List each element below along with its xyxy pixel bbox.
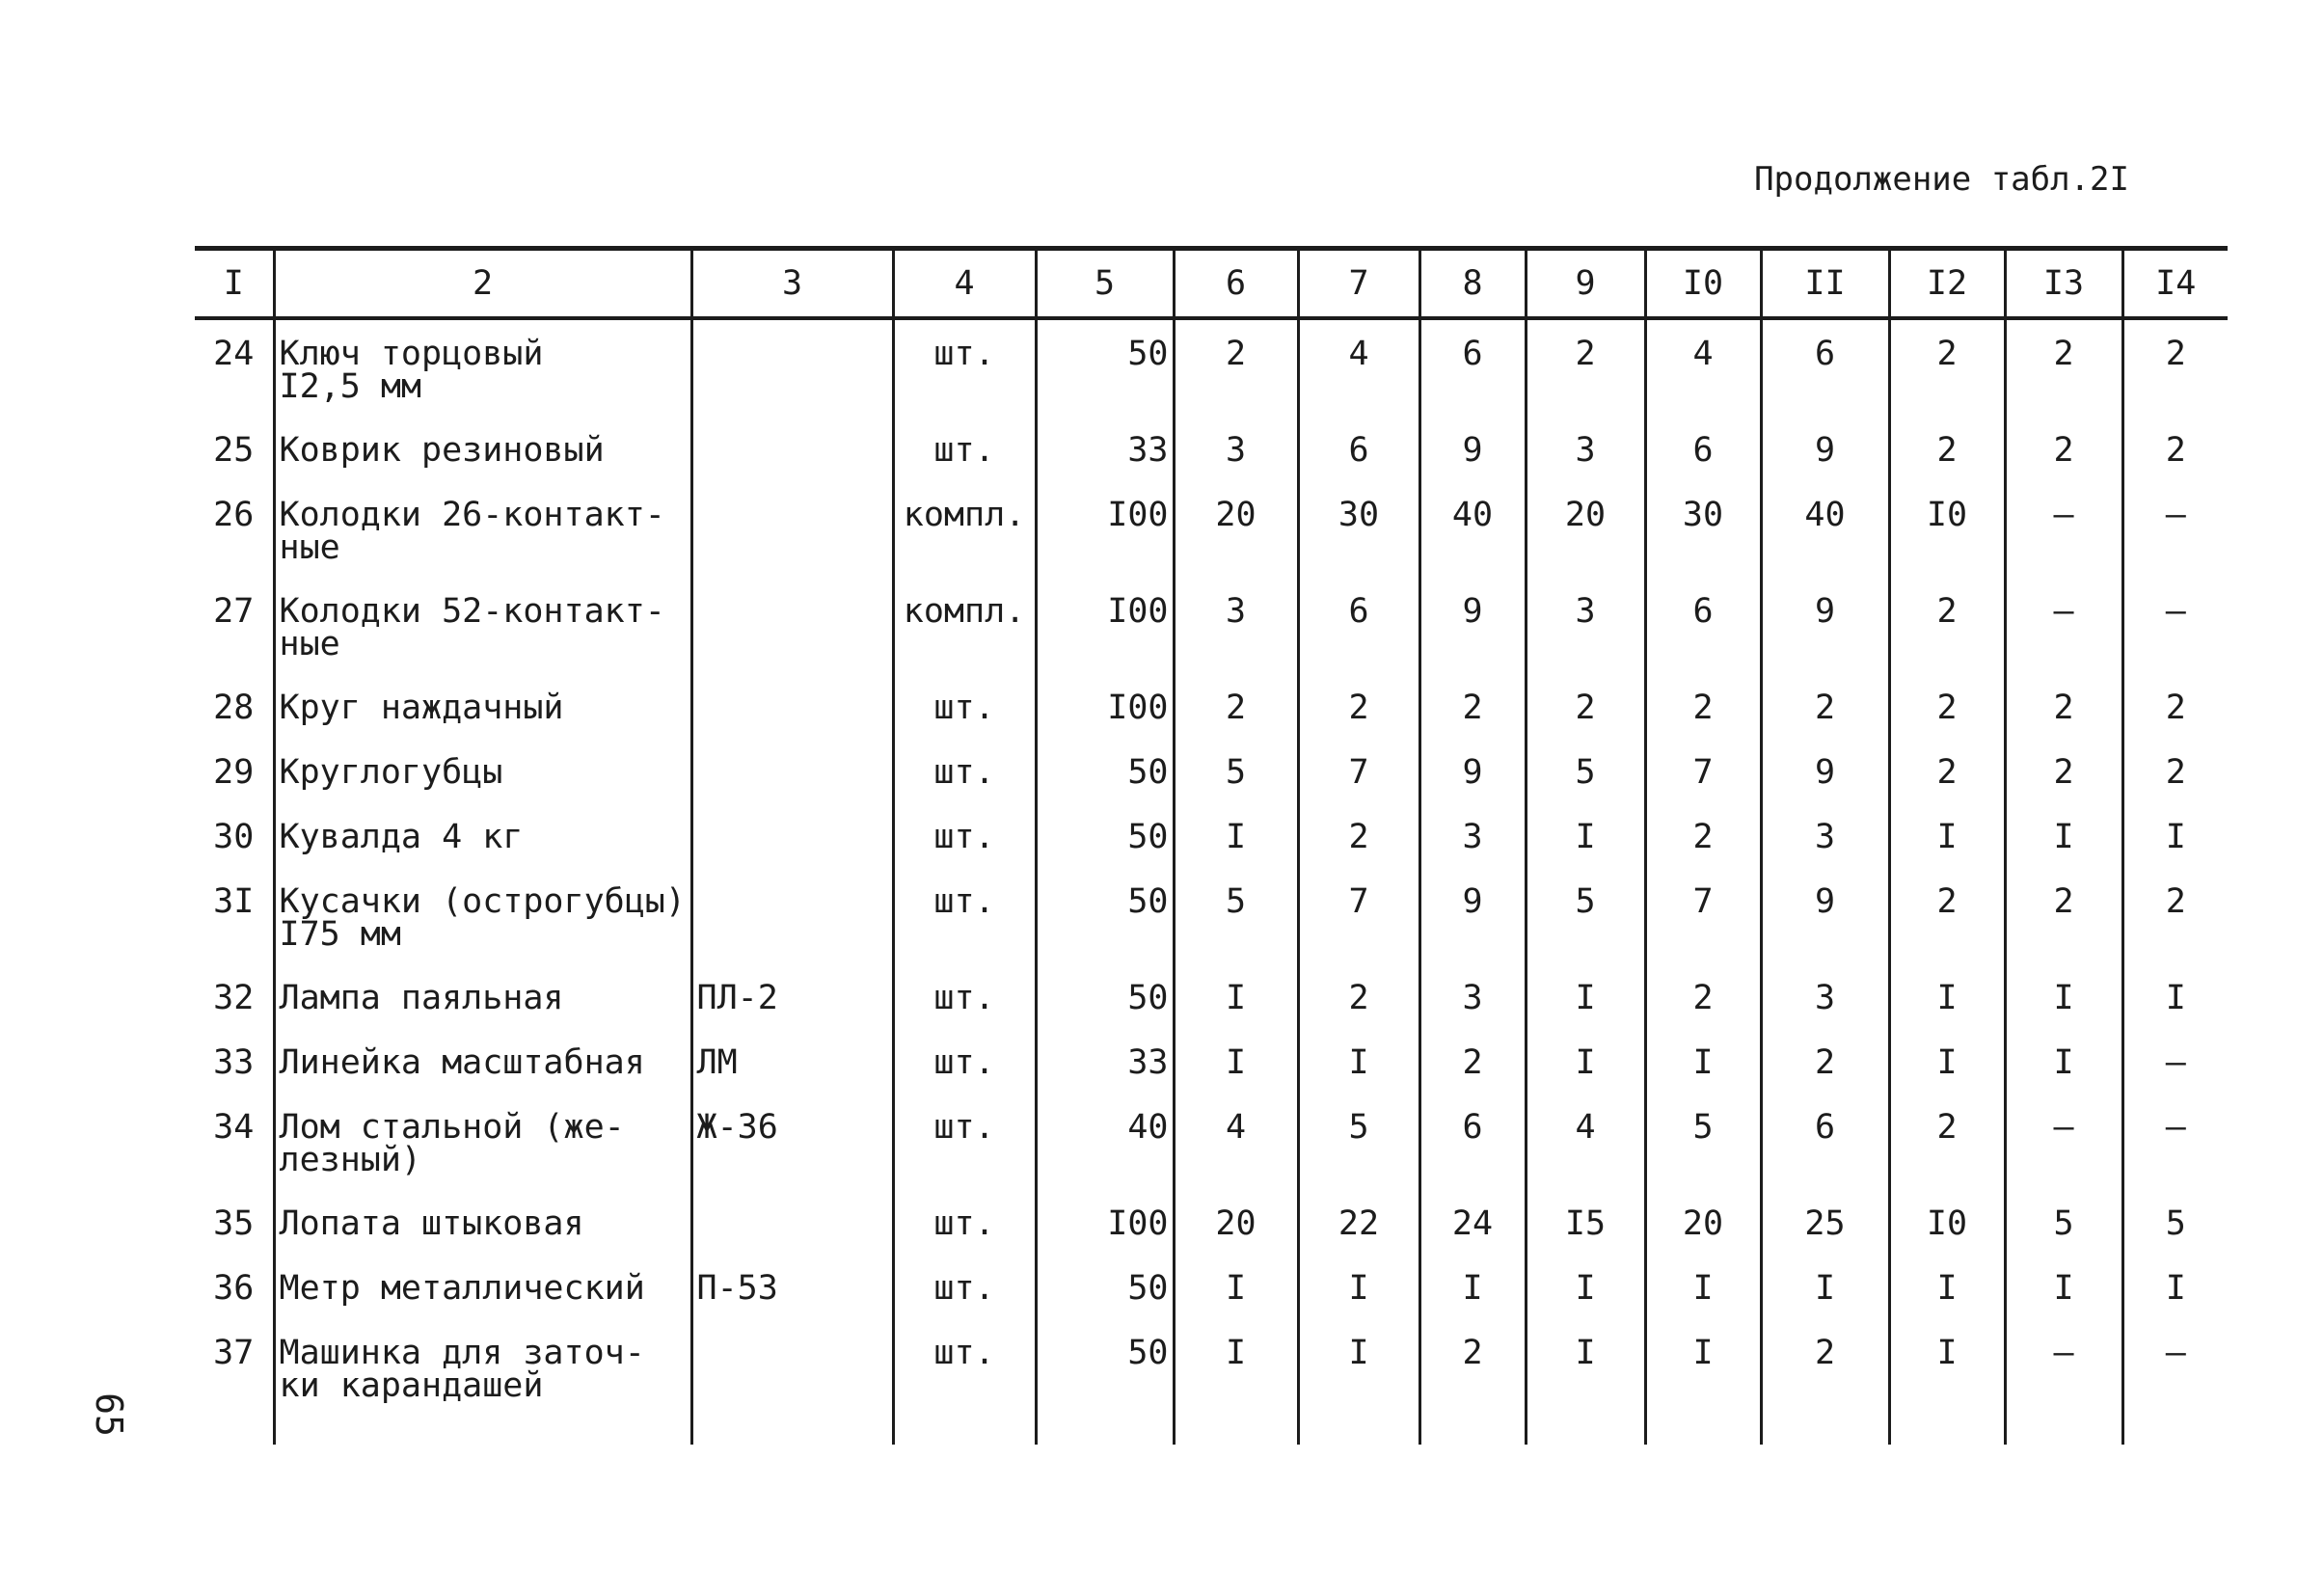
item-type: ПЛ-2 xyxy=(691,964,893,1029)
item-qty: I xyxy=(1889,1319,2005,1445)
item-number: 26 xyxy=(213,496,255,534)
item-qty: I xyxy=(2122,964,2228,1029)
item-norm: 50 xyxy=(1036,318,1174,417)
item-qty: 2 xyxy=(1889,674,2005,739)
column-header: 8 xyxy=(1419,249,1526,319)
item-qty: – xyxy=(2122,1094,2228,1190)
table-row xyxy=(195,964,2228,1029)
item-norm: 33 xyxy=(1036,1029,1174,1094)
table-row xyxy=(195,1319,2228,1445)
item-unit: шт. xyxy=(893,1319,1036,1445)
item-qty: 20 xyxy=(1174,481,1298,578)
item-name: Лопата штыковая xyxy=(274,1190,691,1255)
item-number: 37 xyxy=(213,1334,255,1372)
item-qty: I xyxy=(2005,1255,2122,1319)
item-qty: 3 xyxy=(1419,803,1526,868)
item-name: Ключ торцовый I2,5 мм xyxy=(274,318,691,417)
column-header: 4 xyxy=(893,249,1036,319)
item-name: Колодки 26-контакт- ные xyxy=(274,481,691,578)
item-qty: I0 xyxy=(1889,1190,2005,1255)
item-qty: – xyxy=(2005,1319,2122,1445)
item-qty: 4 xyxy=(1526,1094,1645,1190)
item-qty: I xyxy=(2005,964,2122,1029)
item-number: 32 xyxy=(213,979,255,1017)
item-unit: шт. xyxy=(893,803,1036,868)
item-qty: 30 xyxy=(1298,481,1419,578)
item-name: Машинка для заточ- ки карандашей xyxy=(274,1319,691,1445)
item-name: Кусачки (острогубцы) I75 мм xyxy=(274,868,691,964)
item-qty: 2 xyxy=(1889,318,2005,417)
item-qty: 2 xyxy=(1419,1319,1526,1445)
column-header: I2 xyxy=(1889,249,2005,319)
item-type xyxy=(691,868,893,964)
item-qty: 40 xyxy=(1761,481,1889,578)
item-qty: I xyxy=(1645,1029,1761,1094)
table-row xyxy=(195,803,2228,868)
item-qty: 9 xyxy=(1761,739,1889,803)
item-type: Ж-36 xyxy=(691,1094,893,1190)
item-unit: шт. xyxy=(893,964,1036,1029)
item-qty: I xyxy=(1889,1029,2005,1094)
item-qty: 2 xyxy=(1645,803,1761,868)
item-qty: 3 xyxy=(1419,964,1526,1029)
item-qty: 2 xyxy=(2122,417,2228,481)
item-qty: 2 xyxy=(1526,674,1645,739)
item-norm: I00 xyxy=(1036,674,1174,739)
item-qty: 6 xyxy=(1419,1094,1526,1190)
item-qty: 2 xyxy=(2122,674,2228,739)
item-unit: компл. xyxy=(893,481,1036,578)
item-qty: I xyxy=(1645,1255,1761,1319)
item-qty: 2 xyxy=(2005,318,2122,417)
table-row xyxy=(195,739,2228,803)
item-qty: 9 xyxy=(1419,739,1526,803)
item-qty: I xyxy=(1174,803,1298,868)
data-table xyxy=(195,246,2228,1445)
item-qty: 9 xyxy=(1761,868,1889,964)
item-name: Коврик резиновый xyxy=(274,417,691,481)
item-unit: компл. xyxy=(893,578,1036,674)
item-name: Лампа паяльная xyxy=(274,964,691,1029)
item-qty: 2 xyxy=(1298,674,1419,739)
item-name: Метр металлический xyxy=(274,1255,691,1319)
item-qty: 6 xyxy=(1419,318,1526,417)
item-qty: I xyxy=(1889,964,2005,1029)
item-qty: 25 xyxy=(1761,1190,1889,1255)
item-unit: шт. xyxy=(893,674,1036,739)
item-qty: 2 xyxy=(1645,674,1761,739)
item-qty: 2 xyxy=(1889,578,2005,674)
item-qty: 2 xyxy=(1761,674,1889,739)
item-qty: 9 xyxy=(1419,417,1526,481)
item-qty: 2 xyxy=(1761,1029,1889,1094)
item-qty: 5 xyxy=(2122,1190,2228,1255)
item-number: 29 xyxy=(213,753,255,792)
item-name: Круглогубцы xyxy=(274,739,691,803)
item-qty: – xyxy=(2122,1029,2228,1094)
item-qty: 2 xyxy=(1889,417,2005,481)
item-norm: 50 xyxy=(1036,868,1174,964)
item-qty: I xyxy=(1761,1255,1889,1319)
item-qty: 2 xyxy=(1645,964,1761,1029)
item-qty: 2 xyxy=(2122,318,2228,417)
item-norm: 50 xyxy=(1036,739,1174,803)
column-header: 7 xyxy=(1298,249,1419,319)
item-qty: 6 xyxy=(1761,1094,1889,1190)
table-row xyxy=(195,578,2228,674)
item-qty: 5 xyxy=(1174,739,1298,803)
item-unit: шт. xyxy=(893,1255,1036,1319)
item-qty: – xyxy=(2122,1319,2228,1445)
item-qty: 2 xyxy=(2005,868,2122,964)
item-qty: 7 xyxy=(1298,739,1419,803)
item-qty: 6 xyxy=(1761,318,1889,417)
item-name: Колодки 52-контакт- ные xyxy=(274,578,691,674)
item-qty: 7 xyxy=(1645,739,1761,803)
column-header: 5 xyxy=(1036,249,1174,319)
column-header: 6 xyxy=(1174,249,1298,319)
item-qty: I xyxy=(2122,803,2228,868)
item-unit: шт. xyxy=(893,417,1036,481)
item-unit: шт. xyxy=(893,868,1036,964)
item-type xyxy=(691,1190,893,1255)
item-qty: 2 xyxy=(1174,318,1298,417)
item-qty: 2 xyxy=(2122,868,2228,964)
item-qty: 3 xyxy=(1761,964,1889,1029)
item-qty: 6 xyxy=(1645,578,1761,674)
table-row xyxy=(195,1190,2228,1255)
item-qty: 2 xyxy=(2122,739,2228,803)
item-unit: шт. xyxy=(893,1094,1036,1190)
item-norm: 50 xyxy=(1036,803,1174,868)
item-qty: 2 xyxy=(2005,417,2122,481)
table-row xyxy=(195,1255,2228,1319)
item-qty: 2 xyxy=(1419,1029,1526,1094)
item-qty: 2 xyxy=(1174,674,1298,739)
item-qty: 4 xyxy=(1298,318,1419,417)
item-qty: 9 xyxy=(1419,578,1526,674)
column-header: 2 xyxy=(274,249,691,319)
item-number: 36 xyxy=(213,1269,255,1308)
item-number: 24 xyxy=(213,335,255,373)
item-qty: I xyxy=(1298,1319,1419,1445)
item-unit: шт. xyxy=(893,1190,1036,1255)
item-type xyxy=(691,803,893,868)
item-qty: I xyxy=(1645,1319,1761,1445)
table-row xyxy=(195,481,2228,578)
item-qty: 2 xyxy=(2005,739,2122,803)
table-row xyxy=(195,1029,2228,1094)
item-qty: – xyxy=(2122,481,2228,578)
item-qty: 3 xyxy=(1526,578,1645,674)
item-qty: 5 xyxy=(1645,1094,1761,1190)
item-number: 27 xyxy=(213,592,255,631)
item-qty: I0 xyxy=(1889,481,2005,578)
column-header: I4 xyxy=(2122,249,2228,319)
item-qty: I xyxy=(1526,1255,1645,1319)
item-qty: 6 xyxy=(1298,578,1419,674)
item-norm: 50 xyxy=(1036,1319,1174,1445)
item-qty: I xyxy=(1526,964,1645,1029)
item-number: 33 xyxy=(213,1043,255,1082)
item-qty: 2 xyxy=(1889,739,2005,803)
item-qty: – xyxy=(2005,481,2122,578)
item-qty: 2 xyxy=(1419,674,1526,739)
item-type xyxy=(691,417,893,481)
item-qty: I xyxy=(2005,803,2122,868)
item-qty: 22 xyxy=(1298,1190,1419,1255)
table-row xyxy=(195,417,2228,481)
table-row xyxy=(195,674,2228,739)
item-qty: 2 xyxy=(1298,964,1419,1029)
item-name: Круг наждачный xyxy=(274,674,691,739)
item-qty: 20 xyxy=(1174,1190,1298,1255)
item-qty: 24 xyxy=(1419,1190,1526,1255)
item-norm: I00 xyxy=(1036,578,1174,674)
item-norm: I00 xyxy=(1036,481,1174,578)
item-norm: 50 xyxy=(1036,1255,1174,1319)
item-qty: – xyxy=(2122,578,2228,674)
item-qty: 2 xyxy=(1526,318,1645,417)
item-qty: 2 xyxy=(1298,803,1419,868)
item-qty: 3 xyxy=(1174,578,1298,674)
item-type xyxy=(691,578,893,674)
item-qty: 3 xyxy=(1174,417,1298,481)
page-number: 65 xyxy=(87,1392,130,1437)
column-header: I xyxy=(195,249,274,319)
item-type: ЛМ xyxy=(691,1029,893,1094)
item-qty: I xyxy=(1419,1255,1526,1319)
item-number: 35 xyxy=(213,1204,255,1243)
item-norm: 50 xyxy=(1036,964,1174,1029)
item-qty: 7 xyxy=(1298,868,1419,964)
item-qty: 2 xyxy=(1889,868,2005,964)
item-qty: 4 xyxy=(1174,1094,1298,1190)
item-type xyxy=(691,739,893,803)
item-qty: 9 xyxy=(1761,417,1889,481)
item-number: 30 xyxy=(213,818,255,856)
item-qty: 6 xyxy=(1298,417,1419,481)
table-row xyxy=(195,318,2228,417)
item-qty: I xyxy=(2122,1255,2228,1319)
column-header: 9 xyxy=(1526,249,1645,319)
item-type: П-53 xyxy=(691,1255,893,1319)
item-type xyxy=(691,674,893,739)
item-qty: 5 xyxy=(2005,1190,2122,1255)
table-row xyxy=(195,868,2228,964)
item-number: 34 xyxy=(213,1108,255,1147)
item-qty: – xyxy=(2005,1094,2122,1190)
item-qty: I xyxy=(1174,1029,1298,1094)
item-norm: 40 xyxy=(1036,1094,1174,1190)
item-type xyxy=(691,318,893,417)
item-qty: 2 xyxy=(1761,1319,1889,1445)
item-qty: I xyxy=(1526,1029,1645,1094)
item-qty: 20 xyxy=(1526,481,1645,578)
item-qty: I xyxy=(1298,1255,1419,1319)
item-unit: шт. xyxy=(893,1029,1036,1094)
table-row xyxy=(195,1094,2228,1190)
column-header: I0 xyxy=(1645,249,1761,319)
item-qty: 7 xyxy=(1645,868,1761,964)
item-name: Линейка масштабная xyxy=(274,1029,691,1094)
item-qty: I xyxy=(1889,803,2005,868)
item-name: Кувалда 4 кг xyxy=(274,803,691,868)
item-qty: 9 xyxy=(1761,578,1889,674)
item-qty: 9 xyxy=(1419,868,1526,964)
item-qty: I xyxy=(1174,964,1298,1029)
item-qty: 5 xyxy=(1174,868,1298,964)
item-qty: 5 xyxy=(1526,739,1645,803)
item-qty: 2 xyxy=(1889,1094,2005,1190)
item-number: 28 xyxy=(213,689,255,727)
item-number: 25 xyxy=(213,431,255,470)
item-number: 3I xyxy=(213,882,255,921)
item-qty: 20 xyxy=(1645,1190,1761,1255)
item-type xyxy=(691,481,893,578)
column-header: II xyxy=(1761,249,1889,319)
table-body xyxy=(195,318,2228,1445)
item-qty: 6 xyxy=(1645,417,1761,481)
item-qty: I xyxy=(1889,1255,2005,1319)
item-qty: 4 xyxy=(1645,318,1761,417)
item-name: Лом стальной (же- лезный) xyxy=(274,1094,691,1190)
item-type xyxy=(691,1319,893,1445)
item-qty: 30 xyxy=(1645,481,1761,578)
column-header: I3 xyxy=(2005,249,2122,319)
item-unit: шт. xyxy=(893,318,1036,417)
item-qty: 5 xyxy=(1526,868,1645,964)
item-qty: 3 xyxy=(1526,417,1645,481)
item-qty: I xyxy=(1174,1255,1298,1319)
item-qty: 2 xyxy=(2005,674,2122,739)
item-qty: I xyxy=(1526,803,1645,868)
header-row xyxy=(195,249,2228,319)
item-qty: I5 xyxy=(1526,1190,1645,1255)
item-qty: 5 xyxy=(1298,1094,1419,1190)
column-header: 3 xyxy=(691,249,893,319)
item-qty: 40 xyxy=(1419,481,1526,578)
item-qty: – xyxy=(2005,578,2122,674)
item-qty: I xyxy=(2005,1029,2122,1094)
item-norm: I00 xyxy=(1036,1190,1174,1255)
item-unit: шт. xyxy=(893,739,1036,803)
table-caption: Продолжение табл.2I xyxy=(1754,160,2129,199)
item-qty: I xyxy=(1174,1319,1298,1445)
item-norm: 33 xyxy=(1036,417,1174,481)
item-qty: 3 xyxy=(1761,803,1889,868)
item-qty: I xyxy=(1298,1029,1419,1094)
item-qty: I xyxy=(1526,1319,1645,1445)
